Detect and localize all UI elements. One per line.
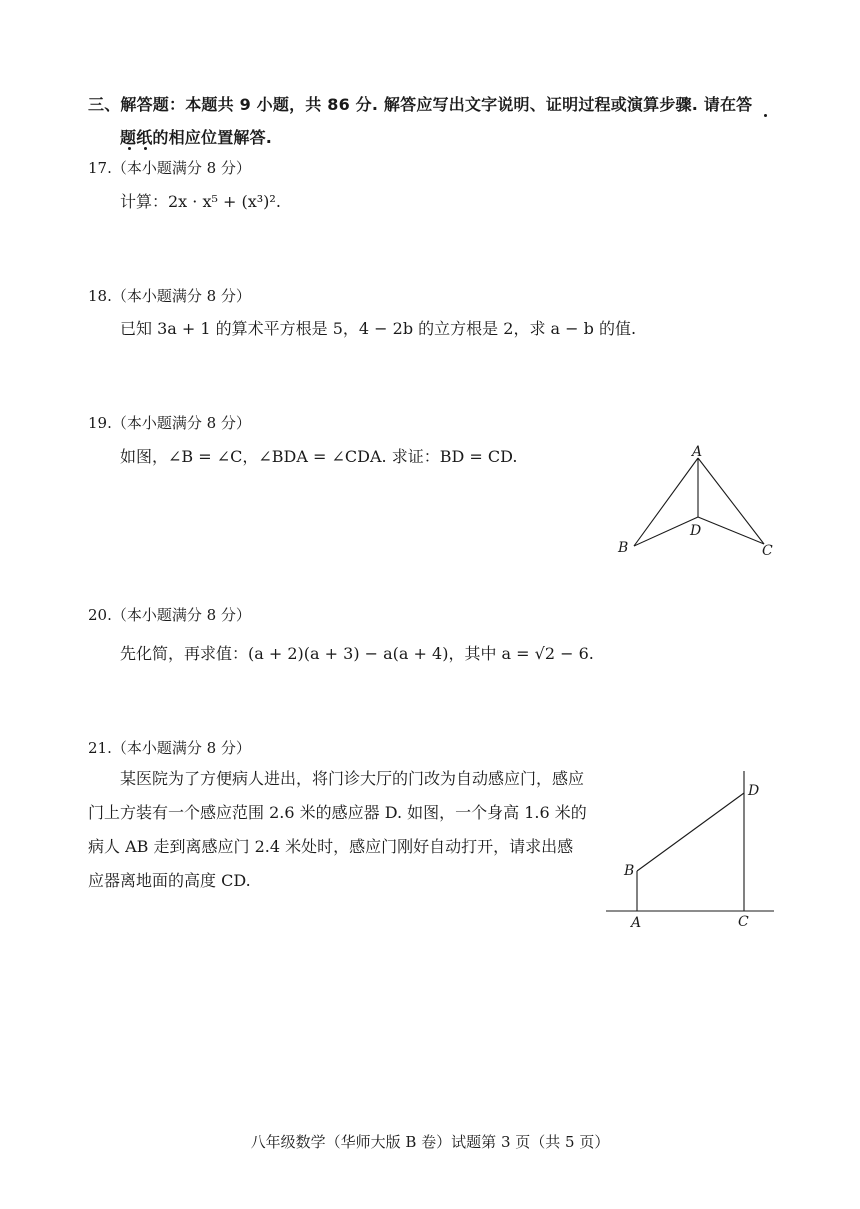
emphasis-dot <box>144 147 147 150</box>
question-20-heading: 20.（本小题满分 8 分） <box>88 606 251 624</box>
page-footer: 八年级数学（华师大版 B 卷）试题第 3 页（共 5 页） <box>250 1133 610 1151</box>
question-17-body: 计算：2x · x⁵ + (x³)². <box>120 192 281 211</box>
figure-label-c: C <box>738 914 749 930</box>
question-19-body: 如图，∠B = ∠C，∠BDA = ∠CDA. 求证：BD = CD. <box>120 447 518 466</box>
figure-q19-triangle <box>610 438 785 563</box>
figure-label-d: D <box>748 783 760 799</box>
figure-label-a: A <box>631 915 642 931</box>
figure-label-b: B <box>618 540 629 556</box>
figure-label-c: C <box>762 543 773 559</box>
figure-q21-sensor-door <box>600 765 780 935</box>
section-heading-line2: 题纸的相应位置解答. <box>120 128 273 147</box>
figure-label-a: A <box>692 444 703 460</box>
question-19-heading: 19.（本小题满分 8 分） <box>88 414 251 432</box>
emphasis-dot <box>764 114 767 117</box>
question-18-body: 已知 3a + 1 的算术平方根是 5，4 − 2b 的立方根是 2，求 a − b 的值. <box>120 319 637 338</box>
question-21-body: 某医院为了方便病人进出，将门诊大厅的门改为自动感应门，感应门上方装有一个感应范围 2.6 米的感应器 D. 如图，一个身高 1.6 米的病人 AB 走到离感应门 2.4 米处时，感应门刚好自动打开，请求出感应器离地面的高度 CD. <box>88 769 587 890</box>
section-heading-line1: 三、解答题：本题共 9 小题，共 86 分. 解答应写出文字说明、证明过程或演算步骤. 请在答 <box>88 95 753 114</box>
emphasis-dot <box>128 147 131 150</box>
question-18-heading: 18.（本小题满分 8 分） <box>88 287 251 305</box>
question-21-heading: 21.（本小题满分 8 分） <box>88 739 251 757</box>
figure-label-d: D <box>690 523 702 539</box>
figure-label-b: B <box>624 863 635 879</box>
question-17-heading: 17.（本小题满分 8 分） <box>88 159 251 177</box>
question-20-body: 先化简，再求值：(a + 2)(a + 3) − a(a + 4)，其中 a = √2 − 6. <box>120 644 594 663</box>
